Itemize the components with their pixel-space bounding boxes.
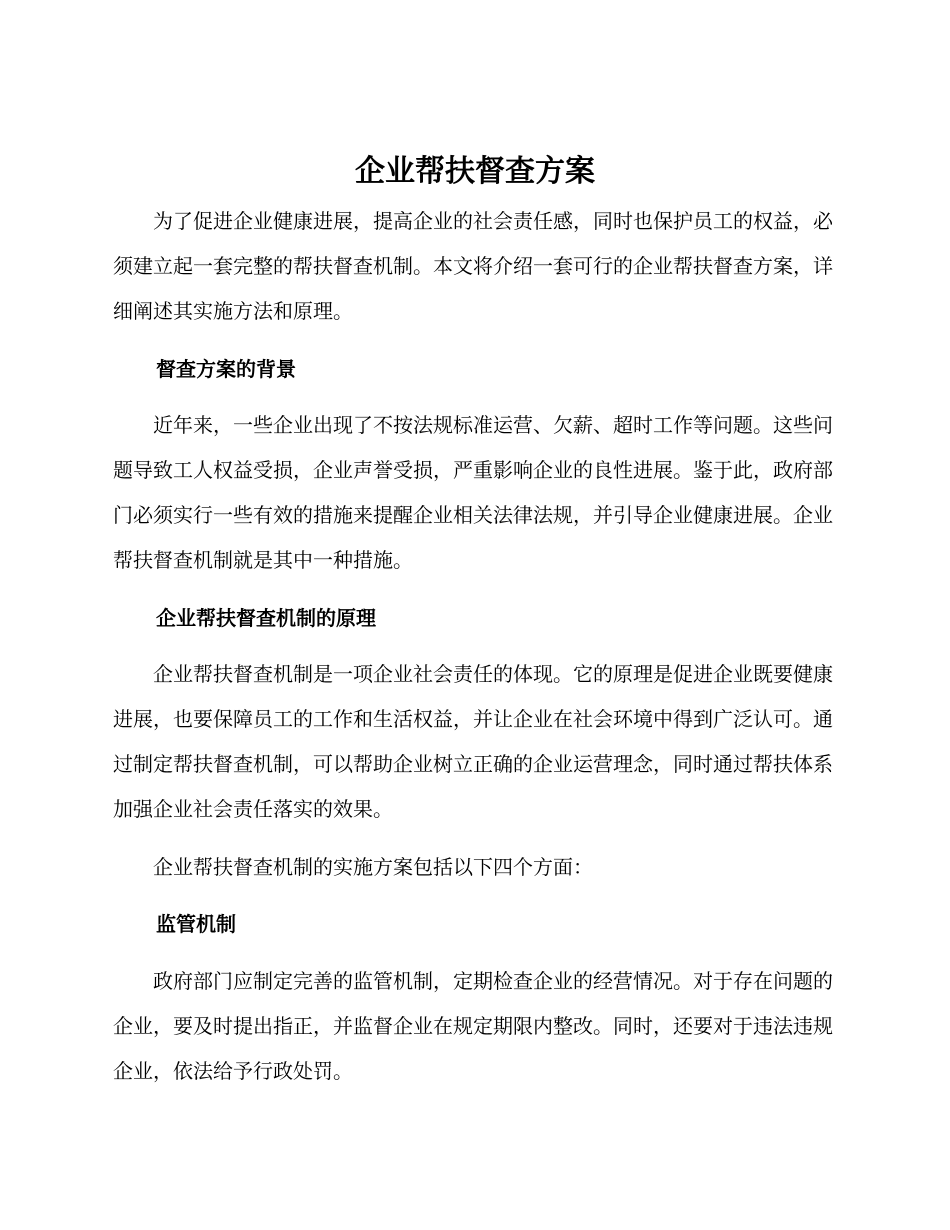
section-supervision-body-block — [113, 959, 833, 1094]
section-background-paragraph: 近年来，一些企业出现了不按法规标准运营、欠薪、超时工作等问题。这些问题导致工人权益受损，企业声誉受损，严重影响企业的良性进展。鉴于此，政府部门必须实行一些有效的措施来提醒企业相关法律法规，并引导企业健康进展。企业帮扶督查机制就是其中一种措施。 — [113, 413, 833, 572]
section-principle-body-block — [113, 652, 833, 832]
section-principle-lead: 企业帮扶督查机制的实施方案包括以下四个方面： — [153, 855, 593, 879]
section-principle-heading: 企业帮扶督查机制的原理 — [156, 606, 376, 630]
section-principle-heading-block — [113, 596, 833, 641]
section-background-heading: 督查方案的背景 — [156, 357, 296, 381]
section-supervision-heading: 监管机制 — [156, 912, 236, 936]
section-supervision-paragraph: 政府部门应制定完善的监管机制，定期检查企业的经营情况。对于存在问题的企业，要及时提出指正，并监督企业在规定期限内整改。同时，还要对于违法违规企业，依法给予行政处罚。 — [113, 969, 833, 1083]
section-background-body-block — [113, 403, 833, 583]
section-supervision-heading-block — [113, 902, 833, 947]
section-principle-lead-block — [113, 845, 833, 890]
document-title: 企业帮扶督查方案 — [355, 154, 595, 189]
intro-block — [113, 199, 833, 334]
section-background-heading-block — [113, 347, 833, 392]
section-principle-paragraph: 企业帮扶督查机制是一项企业社会责任的体现。它的原理是促进企业既要健康进展，也要保障员工的工作和生活权益，并让企业在社会环境中得到广泛认可。通过制定帮扶督查机制，可以帮助企业树立正确的企业运营理念，同时通过帮扶体系加强企业社会责任落实的效果。 — [113, 662, 833, 821]
intro-paragraph: 为了促进企业健康进展，提高企业的社会责任感，同时也保护员工的权益，必须建立起一套完整的帮扶督查机制。本文将介绍一套可行的企业帮扶督查方案，详细阐述其实施方法和原理。 — [113, 209, 833, 323]
